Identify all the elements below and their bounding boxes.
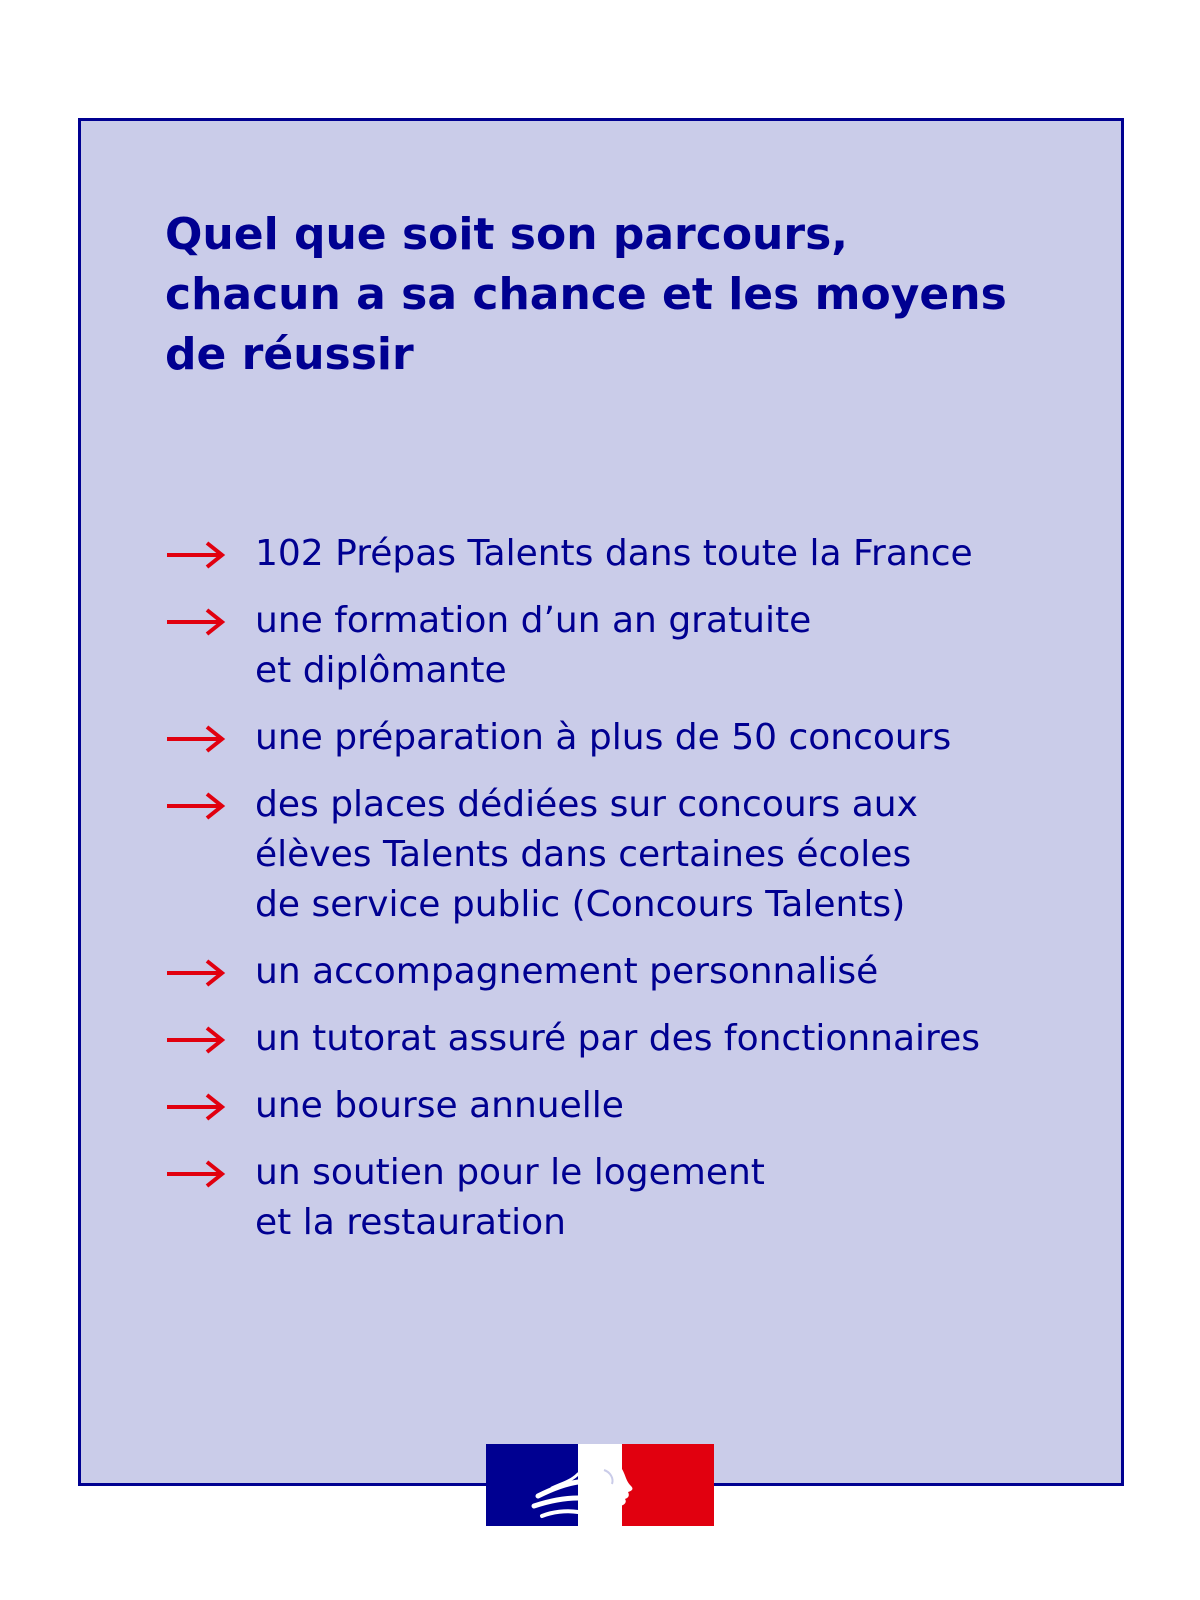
arrow-right-icon: [165, 607, 227, 637]
marianne-flag-logo: [486, 1444, 714, 1526]
list-item-text: un soutien pour le logement: [255, 1152, 765, 1193]
list-item-text: de service public (Concours Talents): [255, 884, 906, 925]
list-item-text: une bourse annuelle: [255, 1085, 624, 1126]
list-item-text: un tutorat assuré par des fonctionnaires: [255, 1018, 980, 1059]
list-item-text: une formation d’un an gratuite: [255, 600, 812, 641]
list-item: [165, 713, 1115, 763]
list-item-text: 102 Prépas Talents dans toute la France: [255, 533, 973, 574]
title-line-1: Quel que soit son parcours,: [165, 209, 848, 260]
arrow-right-icon: [165, 791, 227, 821]
list-item-text: et la restauration: [255, 1202, 566, 1243]
arrow-right-icon: [165, 724, 227, 754]
marianne-flag-icon: [486, 1444, 714, 1526]
list-item: [165, 780, 1115, 930]
info-card: [78, 118, 1124, 1486]
list-item: [165, 1014, 1115, 1064]
benefits-list: [165, 529, 1115, 1265]
list-item: [165, 596, 1115, 696]
arrow-right-icon: [165, 958, 227, 988]
list-item: [165, 1081, 1115, 1131]
arrow-right-icon: [165, 540, 227, 570]
list-item-text: un accompagnement personnalisé: [255, 951, 879, 992]
list-item-text: élèves Talents dans certaines écoles: [255, 834, 912, 875]
list-item-text: des places dédiées sur concours aux: [255, 784, 918, 825]
arrow-right-icon: [165, 1025, 227, 1055]
title-line-3: de réussir: [165, 329, 414, 380]
list-item: [165, 529, 1115, 579]
arrow-right-icon: [165, 1159, 227, 1189]
title-line-2: chacun a sa chance et les moyens: [165, 269, 1007, 320]
list-item-text: une préparation à plus de 50 concours: [255, 717, 952, 758]
page-title: [165, 205, 1065, 385]
list-item-text: et diplômante: [255, 650, 507, 691]
arrow-right-icon: [165, 1092, 227, 1122]
list-item: [165, 1148, 1115, 1248]
list-item: [165, 947, 1115, 997]
